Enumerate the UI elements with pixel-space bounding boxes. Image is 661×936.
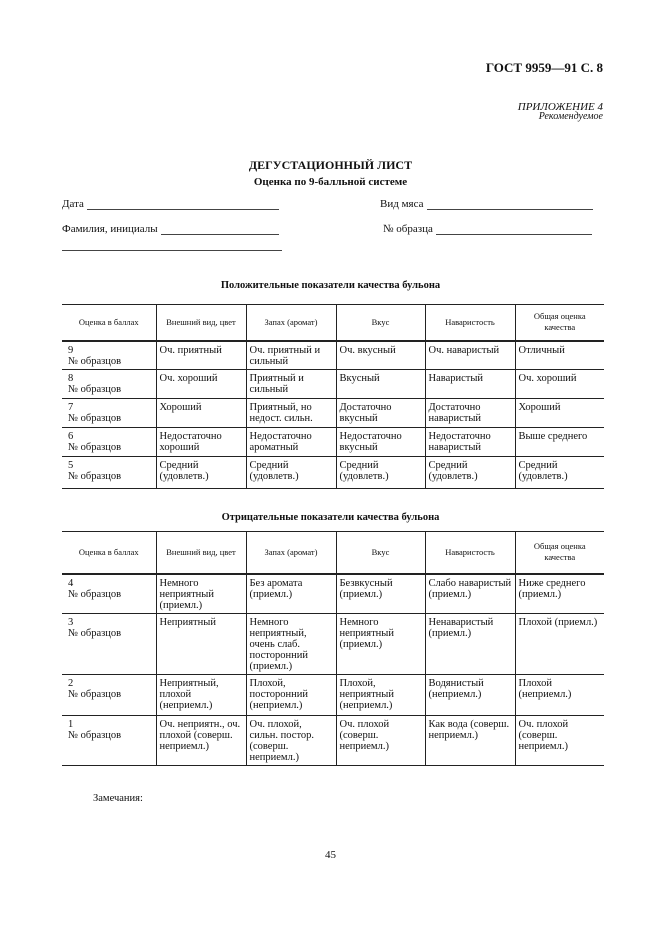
meat-type-label: Вид мяса	[380, 198, 424, 210]
samples-label: № образцов	[68, 588, 122, 600]
column-header: Наваристость	[425, 305, 515, 341]
score-cell	[62, 457, 156, 489]
sample-number-line[interactable]	[436, 224, 592, 235]
table-cell: Оч. неприятн., оч. плохой (соверш. неприемл.)	[156, 715, 246, 765]
page-subtitle: Оценка по 9-балльной системе	[253, 176, 408, 188]
table-row	[62, 574, 604, 614]
negative-section-title: Отрицательные показатели качества бульона	[221, 512, 440, 523]
samples-label: № образцов	[68, 384, 122, 395]
meat-type-line[interactable]	[427, 199, 593, 210]
name-field[interactable]	[62, 223, 279, 235]
score-cell	[62, 574, 156, 614]
samples-label: № образцов	[68, 413, 122, 424]
samples-label: № образцов	[68, 442, 122, 453]
sample-number-field[interactable]	[383, 223, 592, 235]
positive-table	[62, 304, 604, 489]
samples-label: № образцов	[68, 627, 122, 639]
table-cell: Плохой (приемл.)	[515, 613, 604, 674]
table-cell: Оч. приятный	[156, 341, 246, 370]
column-header: Оценка в баллах	[62, 305, 156, 341]
sample-number-label: № образца	[383, 223, 433, 235]
table-cell: Оч. вкусный	[336, 341, 425, 370]
name-line[interactable]	[161, 224, 279, 235]
negative-table	[62, 531, 604, 766]
table-row	[62, 457, 604, 489]
table-header-row	[62, 532, 604, 574]
score-cell	[62, 613, 156, 674]
table-cell: Оч. плохой, сильн. постор. (соверш. неприемл.)	[246, 715, 336, 765]
table-cell: Немного неприятный (приемл.)	[336, 613, 425, 674]
table-cell: Приятный, но недост. сильн.	[246, 399, 336, 428]
score-value: 9	[68, 344, 74, 356]
column-header: Запах (аромат)	[246, 305, 336, 341]
table-cell: Достаточно наваристый	[425, 399, 515, 428]
table-row	[62, 715, 604, 765]
table-cell: Плохой (неприемл.)	[515, 674, 604, 715]
table-cell: Средний (удовлетв.)	[156, 457, 246, 489]
table-cell: Недостаточно хороший	[156, 428, 246, 457]
score-cell	[62, 428, 156, 457]
table-cell: Вкусный	[336, 370, 425, 399]
meat-type-field[interactable]	[380, 198, 593, 210]
score-value: 3	[68, 616, 74, 628]
score-cell	[62, 674, 156, 715]
table-cell: Немного неприятный, очень слаб. посторонний (приемл.)	[246, 613, 336, 674]
positive-section-title: Положительные показатели качества бульона	[220, 280, 441, 291]
table-cell: Оч. хороший	[515, 370, 604, 399]
table-cell: Неприятный	[156, 613, 246, 674]
table-cell: Хороший	[156, 399, 246, 428]
extra-line[interactable]	[62, 250, 282, 251]
table-cell: Плохой, посторонний (неприемл.)	[246, 674, 336, 715]
score-cell	[62, 341, 156, 370]
table-cell: Немного неприятный (приемл.)	[156, 574, 246, 614]
table-row	[62, 399, 604, 428]
score-value: 8	[68, 373, 74, 384]
table-cell: Водянистый (неприемл.)	[425, 674, 515, 715]
recommended-label: Рекомендуемое	[538, 111, 603, 122]
score-cell	[62, 370, 156, 399]
table-cell: Плохой, неприятный (неприемл.)	[336, 674, 425, 715]
table-cell: Без аромата (приемл.)	[246, 574, 336, 614]
table-cell: Средний (удовлетв.)	[515, 457, 604, 489]
table-cell: Недостаточно наваристый	[425, 428, 515, 457]
table-cell: Оч. приятный и сильный	[246, 341, 336, 370]
table-cell: Средний (удовлетв.)	[246, 457, 336, 489]
column-header: Общая оценка качества	[515, 305, 604, 341]
table-header-row	[62, 305, 604, 341]
table-cell: Ниже среднего (приемл.)	[515, 574, 604, 614]
column-header: Общая оценка качества	[515, 532, 604, 574]
table-cell: Выше среднего	[515, 428, 604, 457]
table-row	[62, 613, 604, 674]
notes-label: Замечания:	[93, 793, 143, 804]
table-cell: Недостаточно ароматный	[246, 428, 336, 457]
page-number: 45	[325, 849, 336, 861]
table-cell: Оч. наваристый	[425, 341, 515, 370]
table-cell: Оч. плохой (соверш. неприемл.)	[515, 715, 604, 765]
document-id: ГОСТ 9959—91 С. 8	[485, 60, 603, 75]
table-row	[62, 428, 604, 457]
column-header: Внешний вид, цвет	[156, 305, 246, 341]
date-line[interactable]	[87, 199, 279, 210]
date-label: Дата	[62, 198, 84, 210]
score-cell	[62, 399, 156, 428]
table-cell: Ненаваристый (приемл.)	[425, 613, 515, 674]
table-row	[62, 370, 604, 399]
table-cell: Средний (удовлетв.)	[336, 457, 425, 489]
table-cell: Безвкусный (приемл.)	[336, 574, 425, 614]
samples-label: № образцов	[68, 729, 122, 741]
table-cell: Оч. хороший	[156, 370, 246, 399]
appendix-label: ПРИЛОЖЕНИЕ 4	[517, 101, 603, 113]
samples-label: № образцов	[68, 471, 122, 482]
score-value: 4	[68, 577, 74, 589]
table-cell: Достаточно вкусный	[336, 399, 425, 428]
table-row	[62, 341, 604, 370]
table-cell: Наваристый	[425, 370, 515, 399]
score-value: 6	[68, 431, 74, 442]
score-value: 5	[68, 460, 74, 471]
column-header: Вкус	[336, 305, 425, 341]
table-cell: Недостаточно вкусный	[336, 428, 425, 457]
column-header: Вкус	[336, 532, 425, 574]
table-cell: Приятный и сильный	[246, 370, 336, 399]
column-header: Наваристость	[425, 532, 515, 574]
score-value: 2	[68, 677, 74, 689]
column-header: Внешний вид, цвет	[156, 532, 246, 574]
score-value: 1	[68, 718, 74, 730]
table-cell: Хороший	[515, 399, 604, 428]
column-header: Запах (аромат)	[246, 532, 336, 574]
score-value: 7	[68, 402, 74, 413]
column-header: Оценка в баллах	[62, 532, 156, 574]
name-label: Фамилия, инициалы	[62, 223, 158, 235]
samples-label: № образцов	[68, 355, 122, 367]
table-cell: Оч. плохой (соверш. неприемл.)	[336, 715, 425, 765]
table-cell: Как вода (соверш. неприемл.)	[425, 715, 515, 765]
table-cell: Средний (удовлетв.)	[425, 457, 515, 489]
samples-label: № образцов	[68, 688, 122, 700]
date-field[interactable]	[62, 198, 279, 210]
table-cell: Слабо наваристый (приемл.)	[425, 574, 515, 614]
score-cell	[62, 715, 156, 765]
table-cell: Отличный	[515, 341, 604, 370]
table-cell: Неприятный, плохой (неприемл.)	[156, 674, 246, 715]
page-title: ДЕГУСТАЦИОННЫЙ ЛИСТ	[248, 158, 413, 172]
table-row	[62, 674, 604, 715]
